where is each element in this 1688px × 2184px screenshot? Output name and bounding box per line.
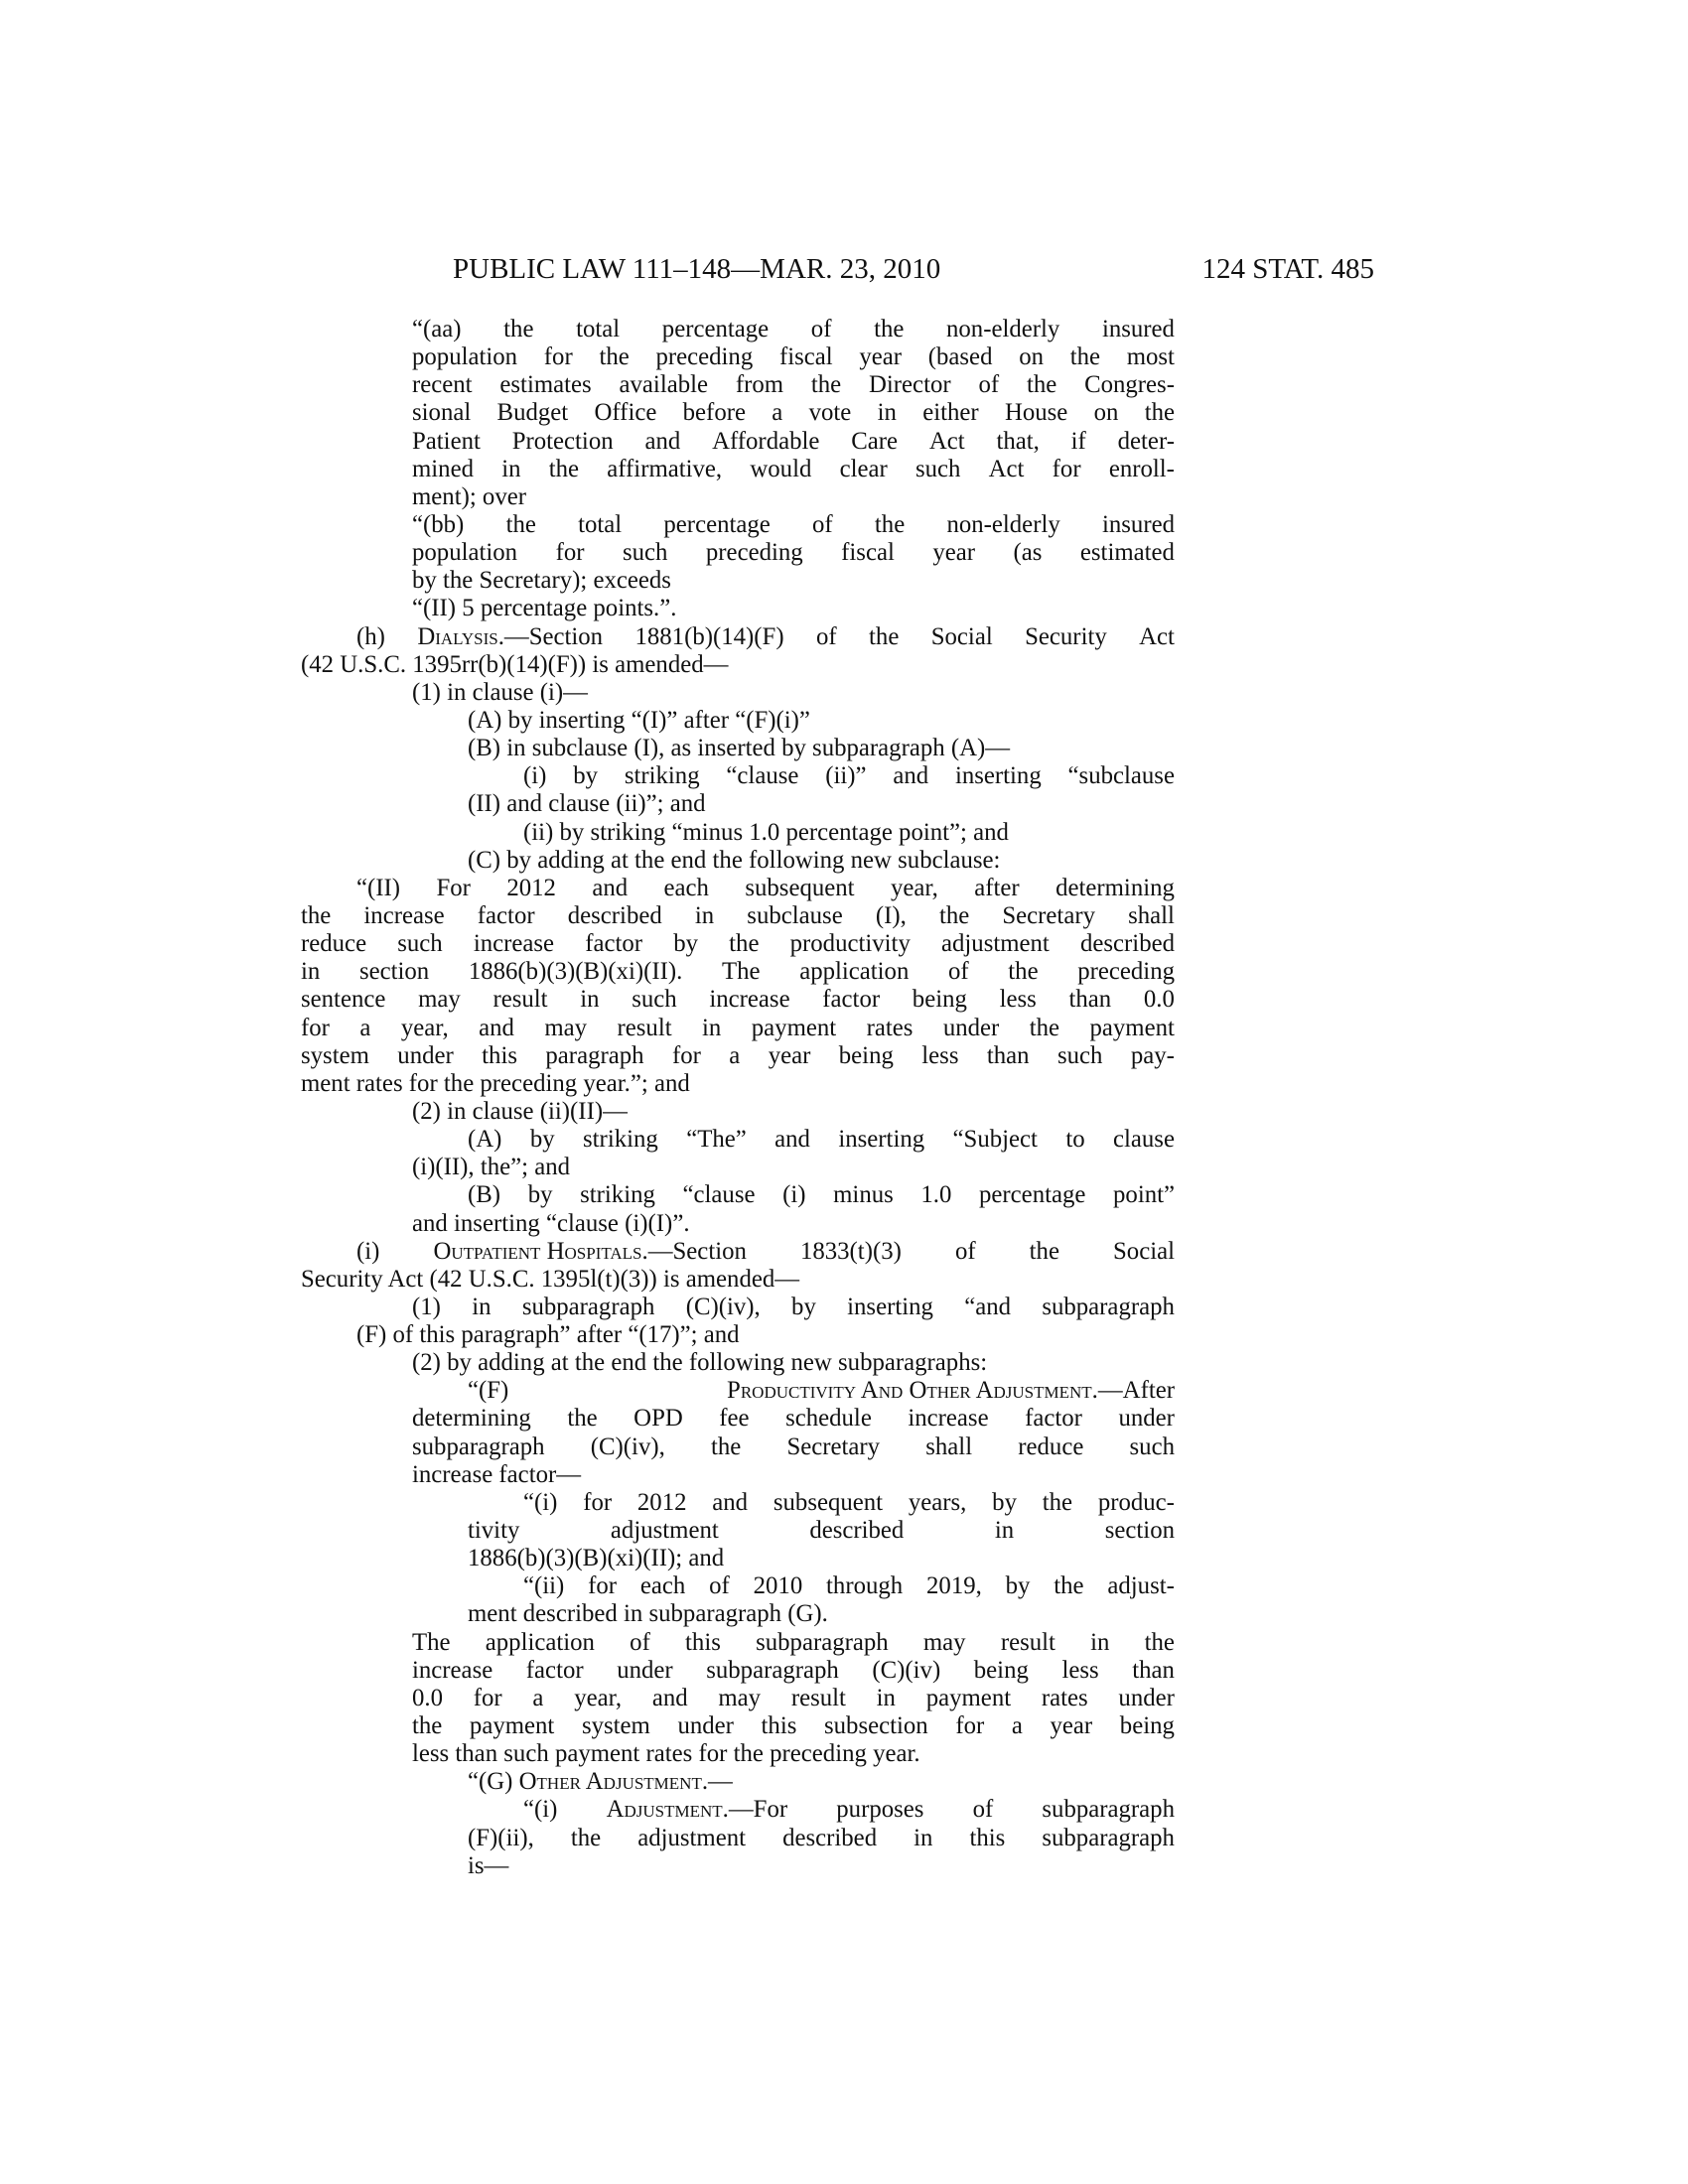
text-line: (i) by striking “clause (ii)” and inserting “subclause bbox=[523, 762, 1175, 790]
text-line: 1886(b)(3)(B)(xi)(II); and bbox=[468, 1545, 725, 1572]
text-line: the payment system under this subsection for a year being bbox=[412, 1712, 1175, 1740]
text-line: (i)(II), the”; and bbox=[412, 1154, 571, 1181]
text-line: (h) Dialysis.—Section 1881(b)(14)(F) of the Social Security Act bbox=[356, 622, 1175, 650]
header-law-citation: PUBLIC LAW 111–148—MAR. 23, 2010 bbox=[453, 253, 941, 285]
text-line: Patient Protection and Affordable Care Act that, if deter- bbox=[412, 427, 1175, 455]
text-line: (i) Outpatient Hospitals.—Section 1833(t)(3) of the Social bbox=[356, 1237, 1175, 1265]
text-line: reduce such increase factor by the productivity adjustment described bbox=[301, 930, 1175, 958]
text-line: “(bb) the total percentage of the non-elderly insured bbox=[412, 510, 1175, 538]
text-line: (ii) by striking “minus 1.0 percentage point”; and bbox=[523, 818, 1009, 846]
text-line: mined in the affirmative, would clear such Act for enroll- bbox=[412, 455, 1175, 482]
text-line: ment described in subparagraph (G). bbox=[468, 1600, 828, 1628]
header-stat-page: 124 STAT. 485 bbox=[1201, 253, 1374, 285]
text-line: by the Secretary); exceeds bbox=[412, 567, 671, 595]
text-line: sional Budget Office before a vote in either House on the bbox=[412, 399, 1175, 427]
text-line: system under this paragraph for a year being less than such pay- bbox=[301, 1041, 1175, 1069]
text-line: tivity adjustment described in section bbox=[468, 1517, 1175, 1545]
text-line: “(aa) the total percentage of the non-elderly insured bbox=[412, 316, 1175, 342]
text-line: “(i) for 2012 and subsequent years, by the produc- bbox=[523, 1488, 1175, 1516]
text-line: (B) in subclause (I), as inserted by subparagraph (A)— bbox=[468, 735, 1011, 762]
text-line: increase factor— bbox=[412, 1460, 582, 1488]
text-line: is— bbox=[468, 1851, 509, 1879]
text-line: “(II) For 2012 and each subsequent year, after determining bbox=[356, 874, 1175, 901]
text-line: and inserting “clause (i)(I)”. bbox=[412, 1209, 690, 1237]
text-line: Security Act (42 U.S.C. 1395l(t)(3)) is amended— bbox=[301, 1265, 800, 1293]
text-line: population for such preceding fiscal year (as estimated bbox=[412, 539, 1175, 567]
text-line: increase factor under subparagraph (C)(iv) being less than bbox=[412, 1656, 1175, 1684]
text-line: ment); over bbox=[412, 482, 526, 510]
text-line: sentence may result in such increase factor being less than 0.0 bbox=[301, 986, 1175, 1014]
text-line: less than such payment rates for the preceding year. bbox=[412, 1740, 920, 1768]
text-line: recent estimates available from the Director of the Congres- bbox=[412, 371, 1175, 399]
text-line: population for the preceding fiscal year (based on the most bbox=[412, 343, 1175, 371]
text-line: (1) in clause (i)— bbox=[412, 678, 588, 706]
text-line: (A) by striking “The” and inserting “Subject to clause bbox=[468, 1126, 1175, 1154]
text-line: (B) by striking “clause (i) minus 1.0 percentage point” bbox=[468, 1181, 1175, 1209]
text-line: ment rates for the preceding year.”; and bbox=[301, 1069, 690, 1097]
text-line: (F) of this paragraph” after “(17)”; and bbox=[356, 1321, 740, 1349]
text-line: (C) by adding at the end the following new subclause: bbox=[468, 846, 1001, 874]
text-line: (1) in subparagraph (C)(iv), by inserting “and subparagraph bbox=[412, 1293, 1175, 1320]
text-line: (F)(ii), the adjustment described in this subparagraph bbox=[468, 1824, 1175, 1851]
text-line: determining the OPD fee schedule increase factor under bbox=[412, 1405, 1175, 1433]
text-line: “(G) Other Adjustment.— bbox=[468, 1768, 733, 1796]
text-line: “(i) Adjustment.—For purposes of subparagraph bbox=[523, 1796, 1175, 1824]
text-line: “(ii) for each of 2010 through 2019, by the adjust- bbox=[523, 1572, 1175, 1600]
text-line: (A) by inserting “(I)” after “(F)(i)” bbox=[468, 706, 810, 734]
text-line: the increase factor described in subclause (I), the Secretary shall bbox=[301, 901, 1175, 929]
text-line: (II) and clause (ii)”; and bbox=[468, 790, 706, 818]
text-line: for a year, and may result in payment rates under the payment bbox=[301, 1014, 1175, 1041]
text-line: (2) in clause (ii)(II)— bbox=[412, 1097, 628, 1125]
text-line: (2) by adding at the end the following new subparagraphs: bbox=[412, 1349, 988, 1377]
text-line: subparagraph (C)(iv), the Secretary shall reduce such bbox=[412, 1433, 1175, 1460]
text-line: “(F) Productivity And Other Adjustment.—After bbox=[468, 1377, 1175, 1405]
text-line: in section 1886(b)(3)(B)(xi)(II). The application of the preceding bbox=[301, 958, 1175, 986]
document-body bbox=[301, 316, 1175, 1880]
text-line: (42 U.S.C. 1395rr(b)(14)(F)) is amended— bbox=[301, 650, 729, 678]
text-line: 0.0 for a year, and may result in payment rates under bbox=[412, 1684, 1175, 1711]
text-line: The application of this subparagraph may result in the bbox=[412, 1628, 1175, 1656]
text-line: “(II) 5 percentage points.”. bbox=[412, 595, 677, 622]
page-header bbox=[453, 249, 1374, 289]
